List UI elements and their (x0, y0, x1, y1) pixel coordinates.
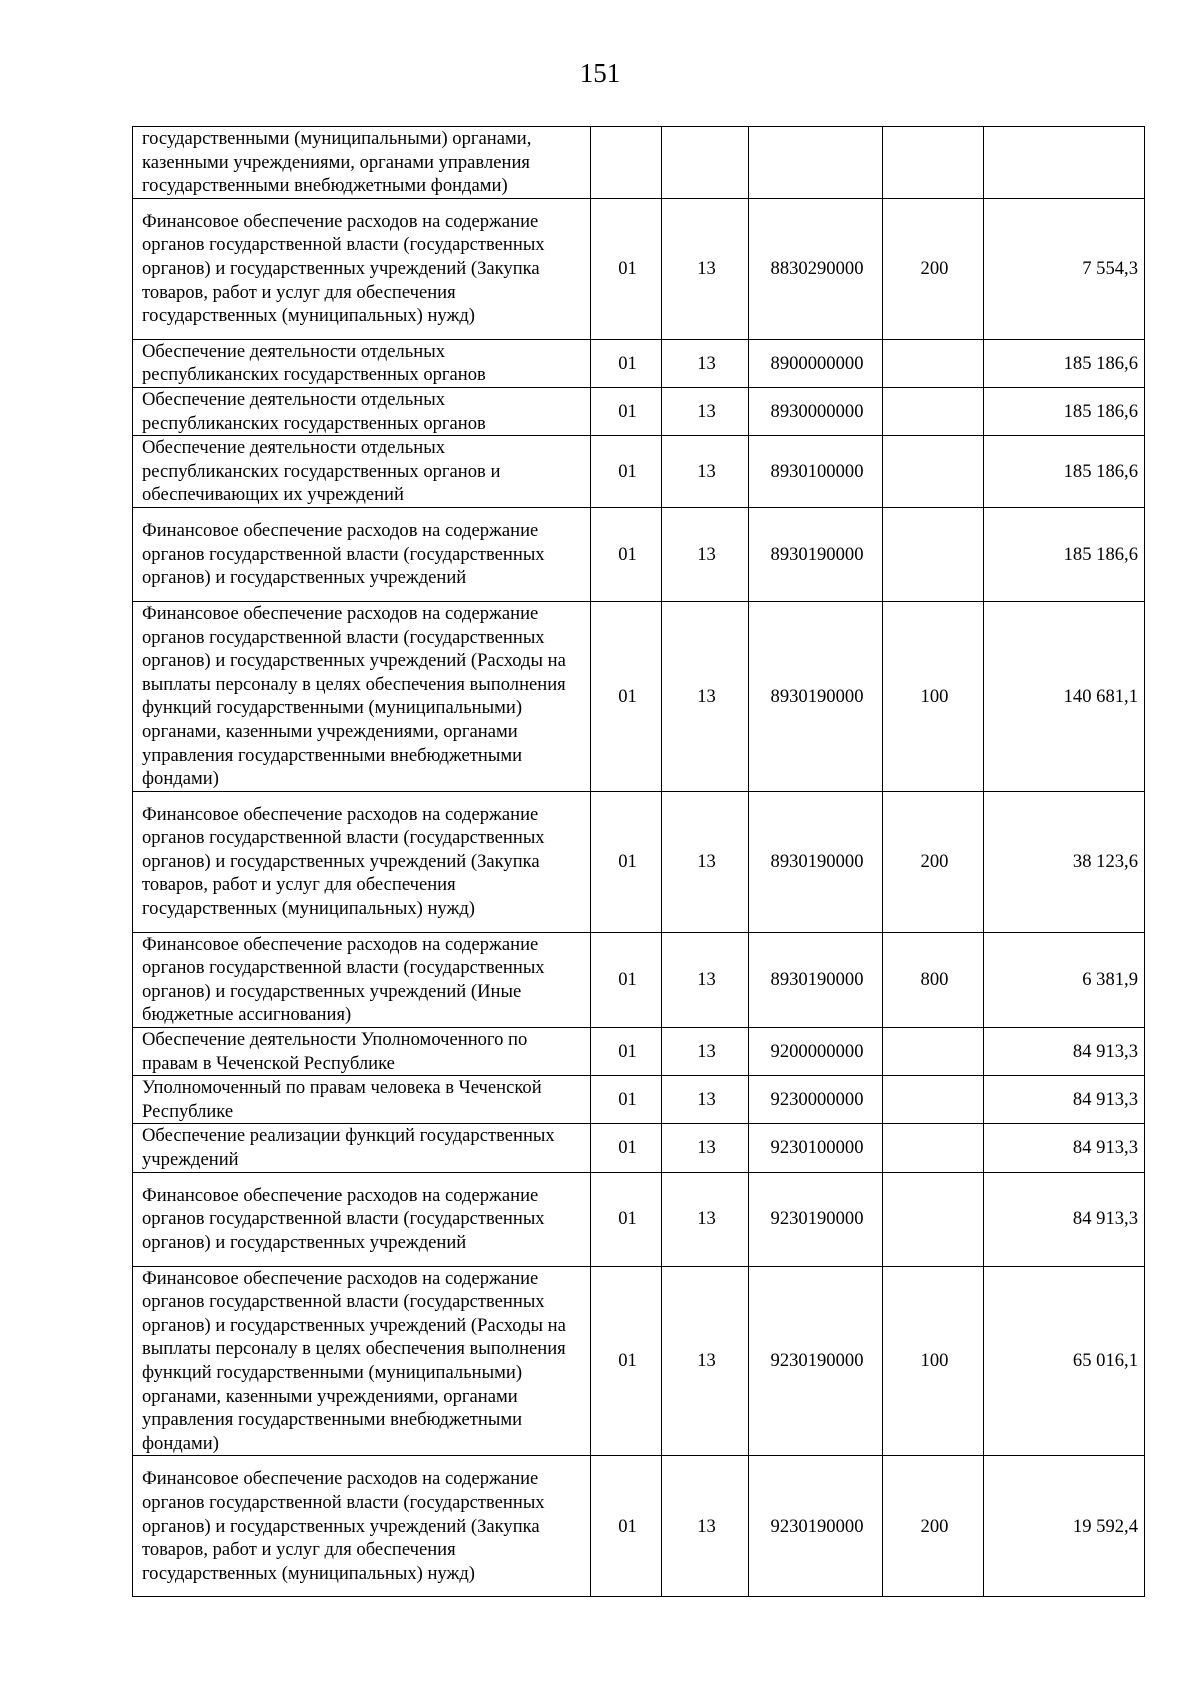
target-article-cell: 9230190000 (749, 1456, 883, 1597)
expense-type-cell (883, 1172, 984, 1266)
row-name-cell: Финансовое обеспечение расходов на содержание органов государственной власти (государственных органов) и государственных учреждений (Закупка товаров, работ и услуг для обеспечения государственных (муниципальных) нужд) (133, 1456, 591, 1597)
table-row (133, 127, 1145, 199)
amount-cell: 84 913,3 (984, 1172, 1145, 1266)
table-row (133, 1172, 1145, 1266)
table-row (133, 1456, 1145, 1597)
row-name-cell: Финансовое обеспечение расходов на содержание органов государственной власти (государственных органов) и государственных учреждений (133, 507, 591, 601)
expense-type-cell (883, 1076, 984, 1124)
section-cell: 01 (591, 198, 662, 339)
subsection-cell: 13 (662, 1172, 749, 1266)
expense-type-cell (883, 339, 984, 387)
section-cell: 01 (591, 932, 662, 1027)
target-article-cell: 8930100000 (749, 436, 883, 508)
row-name-cell: Финансовое обеспечение расходов на содержание органов государственной власти (государственных органов) и государственных учреждений (133, 1172, 591, 1266)
expense-type-cell: 200 (883, 198, 984, 339)
target-article-cell: 8930190000 (749, 932, 883, 1027)
amount-cell: 185 186,6 (984, 436, 1145, 508)
subsection-cell: 13 (662, 507, 749, 601)
row-name-cell: Финансовое обеспечение расходов на содержание органов государственной власти (государственных органов) и государственных учреждений (Закупка товаров, работ и услуг для обеспечения государственных (муниципальных) нужд) (133, 198, 591, 339)
subsection-cell (662, 127, 749, 199)
target-article-cell: 9230190000 (749, 1172, 883, 1266)
table-row (133, 198, 1145, 339)
table-row (133, 1076, 1145, 1124)
subsection-cell: 13 (662, 1266, 749, 1456)
expense-type-cell: 200 (883, 1456, 984, 1597)
target-article-cell: 8930190000 (749, 507, 883, 601)
subsection-cell: 13 (662, 1076, 749, 1124)
target-article-cell: 9230190000 (749, 1266, 883, 1456)
subsection-cell: 13 (662, 198, 749, 339)
expense-type-cell: 100 (883, 1266, 984, 1456)
expense-type-cell (883, 387, 984, 435)
expense-type-cell (883, 1028, 984, 1076)
table-row (133, 387, 1145, 435)
subsection-cell: 13 (662, 436, 749, 508)
target-article-cell: 8830290000 (749, 198, 883, 339)
amount-cell: 7 554,3 (984, 198, 1145, 339)
amount-cell: 6 381,9 (984, 932, 1145, 1027)
table-row (133, 1266, 1145, 1456)
target-article-cell: 9230100000 (749, 1124, 883, 1172)
row-name-cell: Обеспечение реализации функций государственных учреждений (133, 1124, 591, 1172)
row-name-cell: Обеспечение деятельности Уполномоченного по правам в Чеченской Республике (133, 1028, 591, 1076)
table-row (133, 507, 1145, 601)
section-cell: 01 (591, 791, 662, 932)
amount-cell: 185 186,6 (984, 387, 1145, 435)
row-name-cell: государственными (муниципальными) органами, казенными учреждениями, органами управления государственными внебюджетными фондами) (133, 127, 591, 199)
subsection-cell: 13 (662, 1028, 749, 1076)
subsection-cell: 13 (662, 1456, 749, 1597)
target-article-cell: 9230000000 (749, 1076, 883, 1124)
section-cell: 01 (591, 1172, 662, 1266)
expense-type-cell (883, 507, 984, 601)
amount-cell (984, 127, 1145, 199)
table-row (133, 436, 1145, 508)
row-name-cell: Финансовое обеспечение расходов на содержание органов государственной власти (государственных органов) и государственных учреждений (Иные бюджетные ассигнования) (133, 932, 591, 1027)
subsection-cell: 13 (662, 791, 749, 932)
amount-cell: 38 123,6 (984, 791, 1145, 932)
section-cell: 01 (591, 339, 662, 387)
budget-table (132, 126, 1145, 1597)
amount-cell: 84 913,3 (984, 1124, 1145, 1172)
amount-cell: 185 186,6 (984, 339, 1145, 387)
subsection-cell: 13 (662, 932, 749, 1027)
amount-cell: 19 592,4 (984, 1456, 1145, 1597)
subsection-cell: 13 (662, 1124, 749, 1172)
table-row (133, 601, 1145, 791)
target-article-cell (749, 127, 883, 199)
page-number: 151 (579, 58, 621, 88)
subsection-cell: 13 (662, 339, 749, 387)
expense-type-cell: 100 (883, 601, 984, 791)
section-cell: 01 (591, 1124, 662, 1172)
section-cell (591, 127, 662, 199)
target-article-cell: 8930190000 (749, 791, 883, 932)
amount-cell: 65 016,1 (984, 1266, 1145, 1456)
subsection-cell: 13 (662, 601, 749, 791)
section-cell: 01 (591, 1266, 662, 1456)
expense-type-cell (883, 1124, 984, 1172)
target-article-cell: 8930190000 (749, 601, 883, 791)
table-row (133, 1124, 1145, 1172)
section-cell: 01 (591, 1076, 662, 1124)
row-name-cell: Финансовое обеспечение расходов на содержание органов государственной власти (государственных органов) и государственных учреждений (Расходы на выплаты персоналу в целях обеспечения выполнения функций государственными (муниципальными) органами, казенными учреждениями, органами управления государственными внебюджетными фондами) (133, 601, 591, 791)
target-article-cell: 8930000000 (749, 387, 883, 435)
section-cell: 01 (591, 1028, 662, 1076)
section-cell: 01 (591, 507, 662, 601)
amount-cell: 185 186,6 (984, 507, 1145, 601)
amount-cell: 84 913,3 (984, 1028, 1145, 1076)
row-name-cell: Обеспечение деятельности отдельных республиканских государственных органов (133, 387, 591, 435)
section-cell: 01 (591, 601, 662, 791)
section-cell: 01 (591, 387, 662, 435)
target-article-cell: 9200000000 (749, 1028, 883, 1076)
table-row (133, 791, 1145, 932)
amount-cell: 140 681,1 (984, 601, 1145, 791)
amount-cell: 84 913,3 (984, 1076, 1145, 1124)
row-name-cell: Обеспечение деятельности отдельных республиканских государственных органов (133, 339, 591, 387)
table-row (133, 339, 1145, 387)
row-name-cell: Финансовое обеспечение расходов на содержание органов государственной власти (государственных органов) и государственных учреждений (Закупка товаров, работ и услуг для обеспечения государственных (муниципальных) нужд) (133, 791, 591, 932)
row-name-cell: Уполномоченный по правам человека в Чеченской Республике (133, 1076, 591, 1124)
expense-type-cell: 800 (883, 932, 984, 1027)
target-article-cell: 8900000000 (749, 339, 883, 387)
section-cell: 01 (591, 436, 662, 508)
row-name-cell: Финансовое обеспечение расходов на содержание органов государственной власти (государственных органов) и государственных учреждений (Расходы на выплаты персоналу в целях обеспечения выполнения функций государственными (муниципальными) органами, казенными учреждениями, органами управления государственными внебюджетными фондами) (133, 1266, 591, 1456)
table-row (133, 1028, 1145, 1076)
expense-type-cell (883, 436, 984, 508)
expense-type-cell (883, 127, 984, 199)
section-cell: 01 (591, 1456, 662, 1597)
row-name-cell: Обеспечение деятельности отдельных республиканских государственных органов и обеспечивающих их учреждений (133, 436, 591, 508)
subsection-cell: 13 (662, 387, 749, 435)
table-row (133, 932, 1145, 1027)
expense-type-cell: 200 (883, 791, 984, 932)
